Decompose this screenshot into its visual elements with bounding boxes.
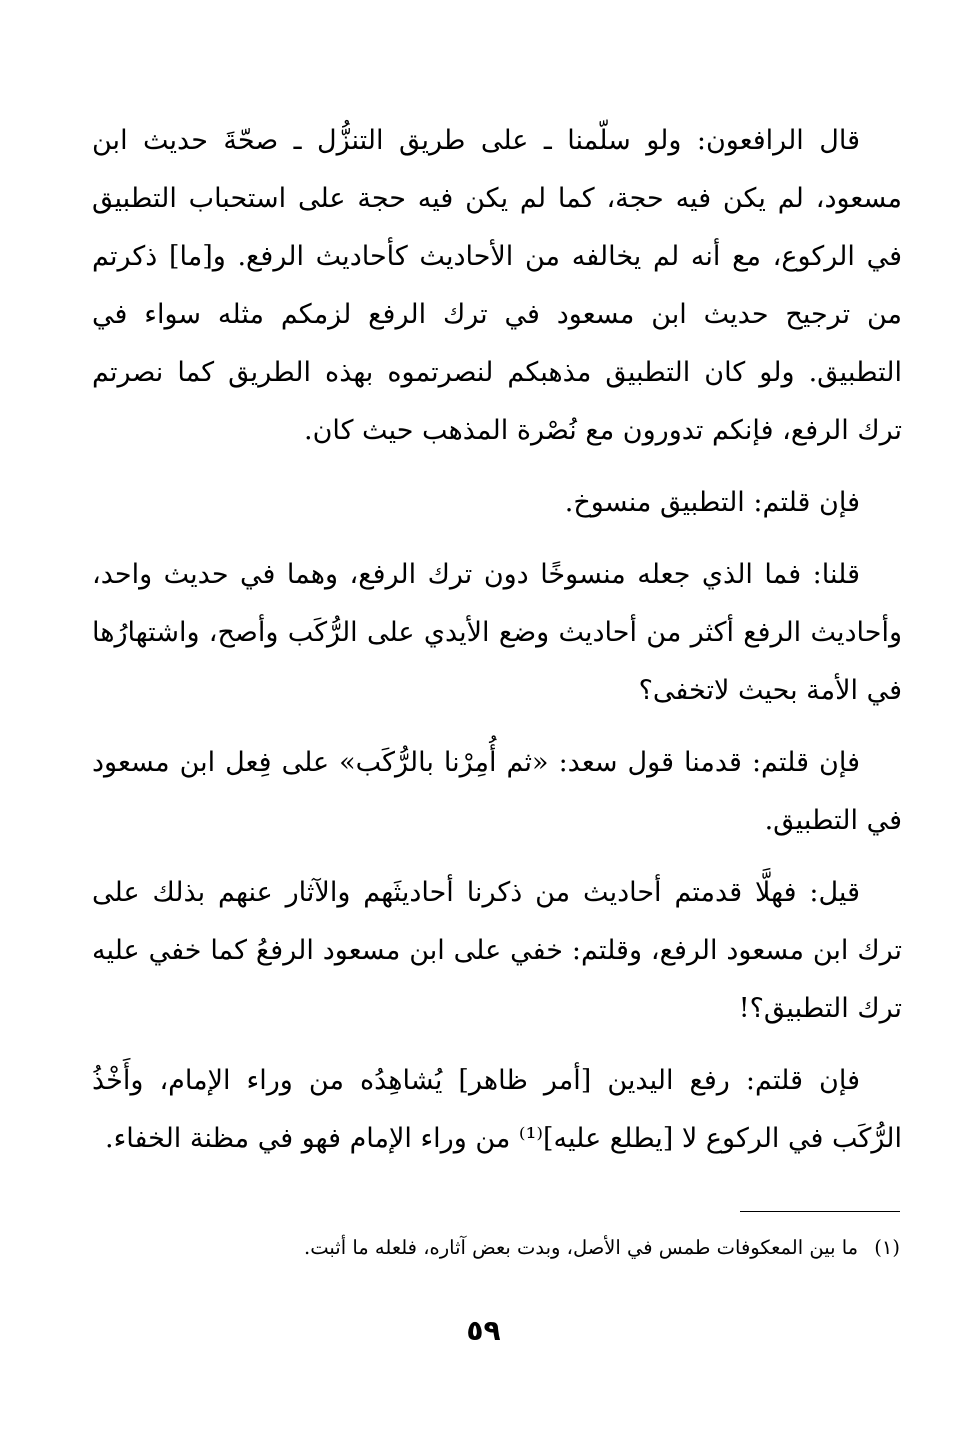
paragraph-4: فإن قلتم: قدمنا قول سعد: «ثم أُمِرْنا بالرُّكَب» على فِعل ابن مسعود في التطبيق. [92,747,902,836]
footnote [92,1232,900,1264]
paragraph-1: قال الرافعون: ولو سلّمنا ـ على طريق التنزُّل ـ صحّةَ حديث ابن مسعود، لم يكن فيه حجة، كما لم يكن فيه حجة على استحباب التطبيق في الركوع، مع أنه لم يخالفه من الأحاديث كأحاديث الرفع. و[ما] ذكرتم من ترجيح حديث ابن مسعود في ترك الرفع لزمكم مثله سواء في التطبيق. ولو كان التطبيق مذهبكم لنصرتموه بهذه الطريق كما نصرتم ترك الرفع، فإنكم تدورون مع نُصْرة المذهب حيث كان. [92,125,902,446]
paragraph-2: فإن قلتم: التطبيق منسوخ. [564,487,860,518]
paragraph-3: قلنا: فما الذي جعله منسوخًا دون ترك الرفع، وهما في حديث واحد، وأحاديث الرفع أكثر من أحاديث وضع الأيدي على الرُّكَب وأصح، واشتهارُها في الأمة بحيث لاتخفى؟ [92,559,902,706]
paragraph-5: قيل: فهلَّا قدمتم أحاديث من ذكرنا أحاديثَهم والآثار عنهم بذلك على ترك ابن مسعود الرفع، وقلتم: خفي على ابن مسعود الرفعُ كما خفي عليه ترك التطبيق؟! [92,877,902,1024]
footnote-text: ما بين المعكوفات طمس في الأصل، وبدت بعض آثاره، فلعله ما أثبت. [304,1236,859,1259]
page-number: ٥٩ [466,1314,501,1347]
footnote-separator [740,1211,900,1212]
main-text [92,112,902,1168]
paragraph-6: فإن قلتم: رفع اليدين [أمر ظاهر] يُشاهِدُه من وراء الإمام، وأَخْذُ الرُّكَب في الركوع لا [يطلع عليه]⁽¹⁾ من وراء الإمام فهو في مظنة الخفاء. [92,1065,902,1154]
footnote-number: (١) [874,1236,900,1259]
